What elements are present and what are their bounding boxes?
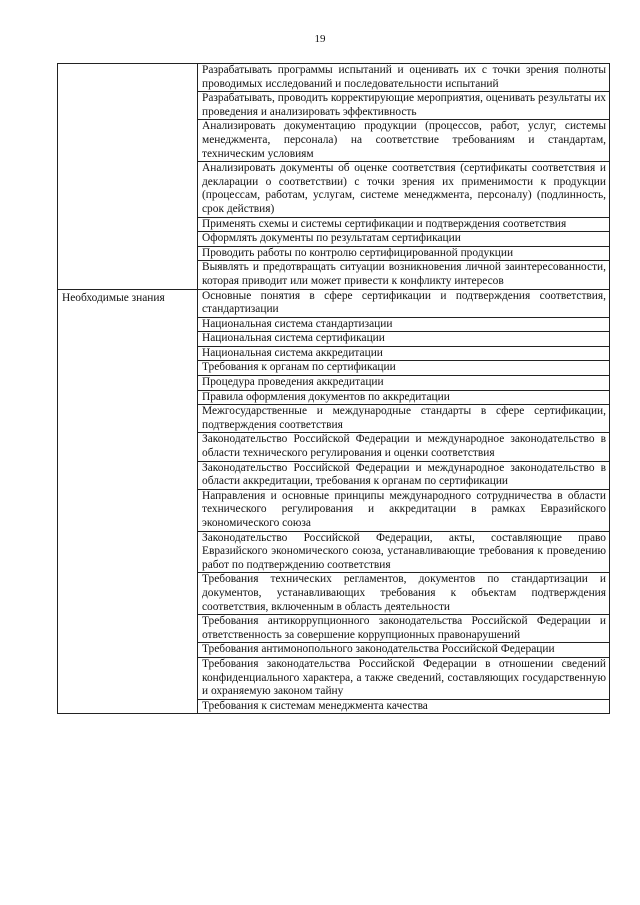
requirement-item: Требования к органам по сертификации	[198, 361, 610, 376]
requirement-item: Применять схемы и системы сертификации и подтверждения соответствия	[198, 217, 610, 232]
requirement-item: Требования законодательства Российской Федерации в отношении сведений конфиденциального характера, а также сведений, составляющих государственную и охраняемую законом тайну	[198, 657, 610, 699]
requirement-item: Анализировать документацию продукции (процессов, работ, услуг, системы менеджмента, персонала) на соответствие требованиям и стандартам, техническим условиям	[198, 120, 610, 162]
section-label: Необходимые знания	[62, 291, 165, 304]
requirement-item: Требования к системам менеджмента качества	[198, 699, 610, 714]
table-body	[58, 64, 610, 714]
requirement-item: Законодательство Российской Федерации и международное законодательство в области технического регулирования и оценки соответствия	[198, 433, 610, 461]
section-label-cell	[58, 64, 198, 290]
requirement-item: Выявлять и предотвращать ситуации возникновения личной заинтересованности, которая приводит или может привести к конфликту интересов	[198, 261, 610, 289]
requirement-item: Требования антимонопольного законодательства Российской Федерации	[198, 643, 610, 658]
section-label-cell	[58, 289, 198, 714]
requirement-item: Законодательство Российской Федерации, акты, составляющие право Евразийского экономического союза, устанавливающие требования к проведению работ по подтверждению соответствия	[198, 531, 610, 573]
requirement-item: Межгосударственные и международные стандарты в сфере сертификации, подтверждения соответствия	[198, 405, 610, 433]
requirement-item: Требования антикоррупционного законодательства Российской Федерации и ответственность за совершение коррупционных правонарушений	[198, 615, 610, 643]
table-row	[58, 289, 610, 317]
requirement-item: Правила оформления документов по аккредитации	[198, 390, 610, 405]
requirement-item: Национальная система сертификации	[198, 332, 610, 347]
requirement-item: Анализировать документы об оценке соответствия (сертификаты соответствия и декларации о соответствии) с точки зрения их применимости к продукции (процессам, работам, услугам, системе менеджмента, персоналу) (подлинность, срок действия)	[198, 162, 610, 217]
requirement-item: Национальная система аккредитации	[198, 346, 610, 361]
page-number: 19	[314, 33, 326, 45]
requirement-item: Разрабатывать, проводить корректирующие мероприятия, оценивать результаты их проведения и анализировать эффективность	[198, 92, 610, 120]
requirement-item: Национальная система стандартизации	[198, 317, 610, 332]
requirement-item: Оформлять документы по результатам сертификации	[198, 232, 610, 247]
requirement-item: Законодательство Российской Федерации и международное законодательство в области аккредитации, требования к органам по сертификации	[198, 461, 610, 489]
table-row	[58, 64, 610, 92]
requirement-item: Основные понятия в сфере сертификации и подтверждения соответствия, стандартизации	[198, 289, 610, 317]
requirement-item: Разрабатывать программы испытаний и оценивать их с точки зрения полноты проводимых исследований и последовательности испытаний	[198, 64, 610, 92]
requirement-item: Проводить работы по контролю сертифицированной продукции	[198, 246, 610, 261]
competency-table	[57, 63, 610, 714]
section-label	[62, 64, 194, 66]
requirement-item: Направления и основные принципы международного сотрудничества в области технического регулирования и аккредитации в рамках Евразийского экономического союза	[198, 489, 610, 531]
requirement-item: Процедура проведения аккредитации	[198, 376, 610, 391]
requirement-item: Требования технических регламентов, документов по стандартизации и документов, устанавливающих требования к объектам подтверждения соответствия, включенным в область деятельности	[198, 573, 610, 615]
